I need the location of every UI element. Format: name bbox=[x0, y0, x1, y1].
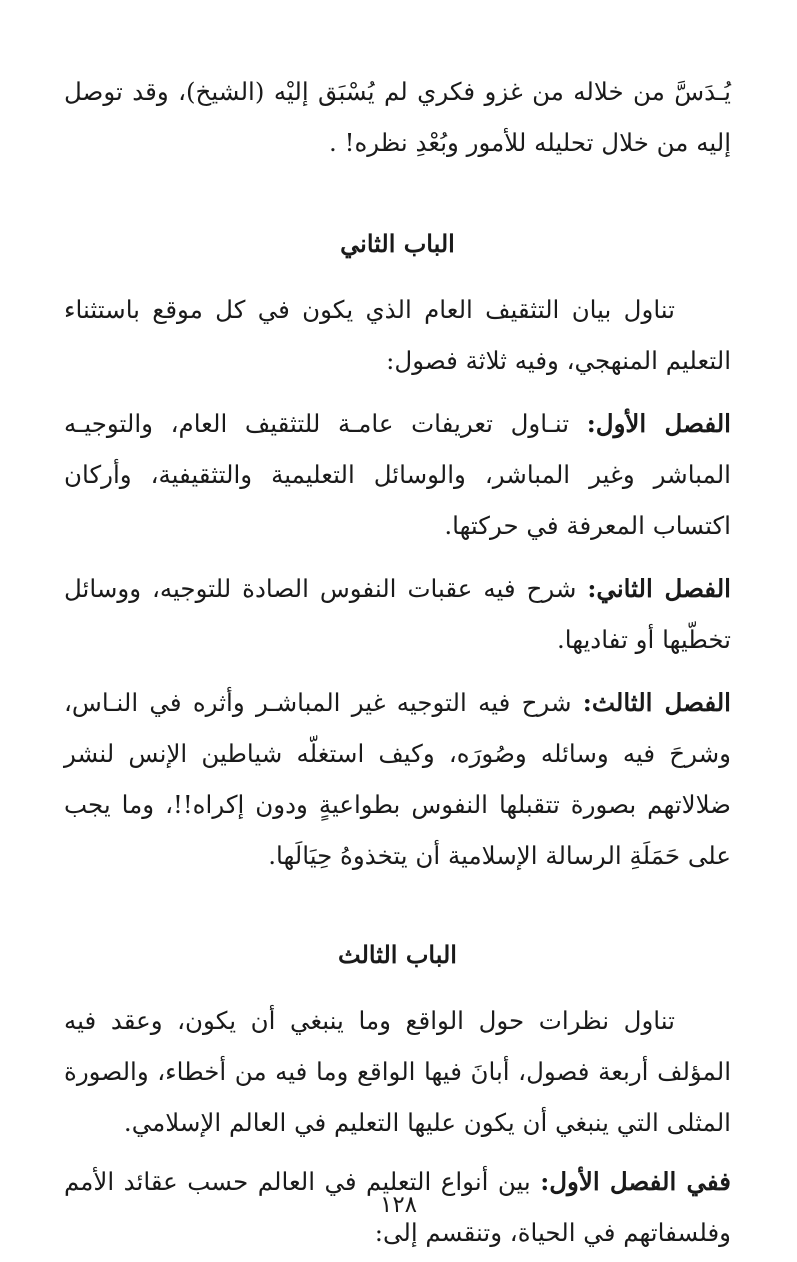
section-3-intro: تناول نظرات حول الواقع وما ينبغي أن يكون، وعقد فيه المؤلف أربعة فصول، أبانَ فيها الواقع وما فيه من أخطاء، والصورة المثلى التي ينبغي أن يكون عليها التعليم في العالم الإسلامي. bbox=[64, 1006, 731, 1137]
chapter-title: الفصل الأول: bbox=[586, 409, 731, 438]
chapter-text: شرح فيه عقبات النفوس الصادة للتوجيه، ووسائل تخطّيها أو تفاديها. bbox=[64, 574, 731, 654]
page-number: ١٢٨ bbox=[379, 1192, 418, 1218]
section-2-chapter-2 bbox=[64, 563, 731, 665]
chapter-text: بين أنواع التعليم في العالم حسب عقائد الأمم وفلسفاتهم في الحياة، وتنقسم إلى: bbox=[64, 1167, 731, 1247]
chapter-title: الفصل الثالث: bbox=[582, 688, 731, 717]
section-2-intro: تناول بيان التثقيف العام الذي يكون في كل موقع باستثناء التعليم المنهجي، وفيه ثلاثة فصول: bbox=[64, 295, 731, 375]
section-3-heading: الباب الثالث bbox=[338, 940, 457, 969]
intro-paragraph: يُـدَسَّ من خلاله من غزو فكري لم يُسْبَق إليْه (الشيخ)، وقد توصل إليه من خلال تحليله للأمور وبُعْدِ نظره! . bbox=[64, 77, 731, 157]
chapter-title: الفصل الثاني: bbox=[587, 574, 731, 603]
section-2-chapter-1 bbox=[64, 398, 731, 551]
chapter-title: ففي الفصل الأول: bbox=[540, 1167, 731, 1196]
section-2-chapter-3 bbox=[64, 677, 731, 881]
chapter-text: شرح فيه التوجيه غير المباشـر وأثره في النـاس، وشرحَ فيه وسائله وصُورَه، وكيف استغلّه شياطين الإنس لنشر ضلالاتهم بصورة تتقبلها النفوس بطواعيةٍ ودون إكراه!!، وما يجب على حَمَلَةِ الرسالة الإسلامية أن يتخذوهُ حِيَالَها. bbox=[64, 688, 731, 870]
chapter-text: تنـاول تعريفات عامـة للتثقيف العام، والتوجيـه المباشر وغير المباشر، والوسائل التعليمية والتثقيفية، وأركان اكتساب المعرفة في حركتها. bbox=[64, 409, 731, 540]
section-2-heading: الباب الثاني bbox=[340, 229, 455, 258]
